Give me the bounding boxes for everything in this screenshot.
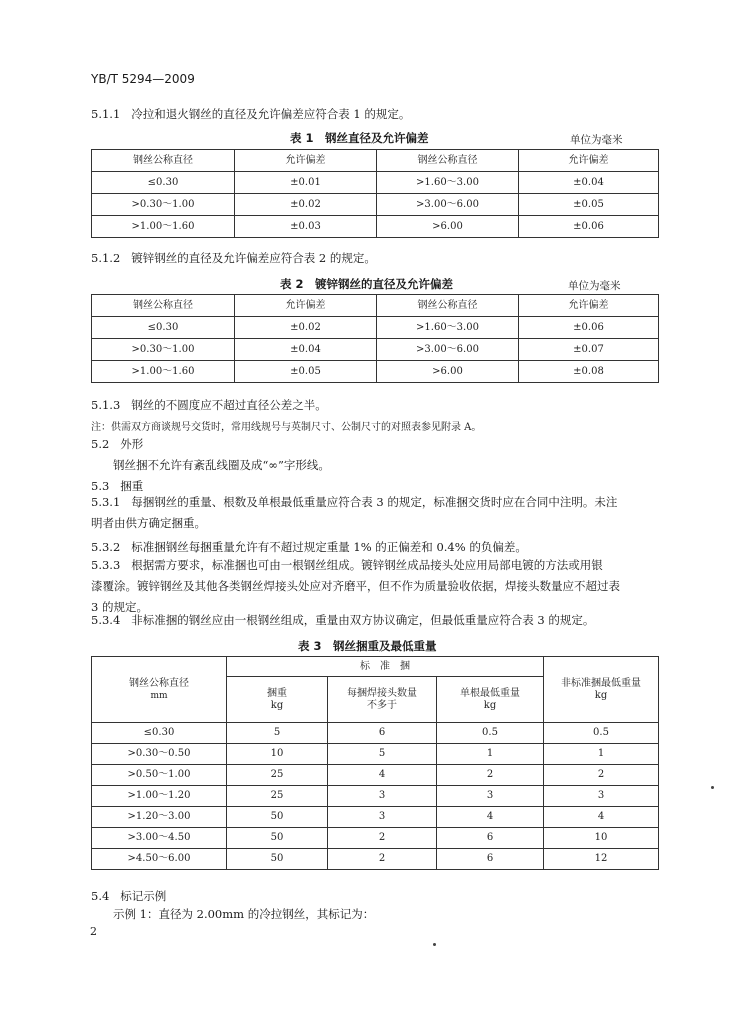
table-cell: 1 bbox=[544, 744, 659, 765]
clause-5-3-4 bbox=[91, 612, 594, 628]
table-cell: 6 bbox=[437, 849, 544, 870]
table-cell: 50 bbox=[227, 849, 328, 870]
scan-speck bbox=[433, 943, 436, 946]
clause-5-3-1 bbox=[91, 492, 661, 534]
table-cell: >0.30～1.00 bbox=[92, 194, 235, 216]
clause-text: 明者由供方确定捆重。 bbox=[91, 516, 206, 530]
page-number: 2 bbox=[90, 925, 97, 938]
table-cell: >3.00～6.00 bbox=[377, 339, 519, 361]
table2-header-tolerance-2: 允许偏差 bbox=[519, 295, 659, 317]
table-header-row bbox=[92, 657, 659, 677]
table-cell: ±0.04 bbox=[519, 172, 659, 194]
table-cell: 4 bbox=[544, 807, 659, 828]
table-cell: 2 bbox=[544, 765, 659, 786]
table-cell: 4 bbox=[437, 807, 544, 828]
clause-number: 5.3.2 bbox=[91, 540, 121, 554]
table-row bbox=[92, 317, 659, 339]
table3-header-standard-bundle: 标 准 捆 bbox=[227, 657, 544, 677]
table-cell: 2 bbox=[328, 849, 437, 870]
table-row bbox=[92, 216, 659, 238]
clause-title: 捆重 bbox=[120, 479, 144, 493]
table2 bbox=[91, 294, 659, 383]
table3-header-diameter: 钢丝公称直径 mm bbox=[92, 657, 227, 723]
table-cell: ±0.05 bbox=[519, 194, 659, 216]
clause-text: 标准捆钢丝每捆重量允许有不超过规定重量 1% 的正偏差和 0.4% 的负偏差。 bbox=[131, 540, 527, 554]
clause-number: 5.3.4 bbox=[91, 613, 121, 627]
table-row bbox=[92, 786, 659, 807]
table-row bbox=[92, 849, 659, 870]
clause-text: 3 的规定。 bbox=[91, 600, 148, 614]
table-cell: ≤0.30 bbox=[92, 723, 227, 744]
table-header-row bbox=[92, 150, 659, 172]
clause-text: 根据需方要求，标准捆也可由一根钢丝组成。镀锌钢丝成品接头处应用局部电镀的方法或用银 bbox=[131, 558, 603, 572]
table-row bbox=[92, 361, 659, 383]
clause-5-1-3 bbox=[91, 397, 327, 413]
table-cell: ±0.02 bbox=[235, 194, 377, 216]
table-cell: 2 bbox=[437, 765, 544, 786]
table-cell: 50 bbox=[227, 807, 328, 828]
table-row bbox=[92, 339, 659, 361]
clause-number: 5.3 bbox=[91, 479, 110, 493]
table1 bbox=[91, 149, 659, 238]
scan-speck bbox=[711, 786, 714, 789]
table-cell: >0.30～0.50 bbox=[92, 744, 227, 765]
table-cell: 25 bbox=[227, 786, 328, 807]
table-cell: 10 bbox=[227, 744, 328, 765]
table1-header-diameter-2: 钢丝公称直径 bbox=[377, 150, 519, 172]
table3-header-weight: 捆重 kg bbox=[227, 677, 328, 723]
clause-text: 镀锌钢丝的直径及允许偏差应符合表 2 的规定。 bbox=[131, 251, 376, 265]
clause-number: 5.1.2 bbox=[91, 251, 121, 265]
table-cell: 12 bbox=[544, 849, 659, 870]
table-cell: >1.00～1.20 bbox=[92, 786, 227, 807]
table-cell: ±0.04 bbox=[235, 339, 377, 361]
table-cell: ±0.01 bbox=[235, 172, 377, 194]
clause-number: 5.3.1 bbox=[91, 495, 121, 509]
table-cell: >0.50～1.00 bbox=[92, 765, 227, 786]
table-cell: ±0.08 bbox=[519, 361, 659, 383]
table-row bbox=[92, 172, 659, 194]
clause-text: 冷拉和退火钢丝的直径及允许偏差应符合表 1 的规定。 bbox=[131, 107, 411, 121]
table-cell: 1 bbox=[437, 744, 544, 765]
table-cell: 10 bbox=[544, 828, 659, 849]
clause-number: 5.2 bbox=[91, 437, 110, 451]
table-cell: 3 bbox=[437, 786, 544, 807]
table1-header-tolerance-1: 允许偏差 bbox=[235, 150, 377, 172]
table-cell: 0.5 bbox=[437, 723, 544, 744]
clause-5-3-3 bbox=[91, 555, 661, 618]
note-5-1-3: 注：供需双方商谈规号交货时，常用线规号与英制尺寸、公制尺寸的对照表参见附录 A。 bbox=[91, 422, 482, 433]
clause-text: 钢丝的不圆度应不超过直径公差之半。 bbox=[131, 398, 327, 412]
table-cell: 25 bbox=[227, 765, 328, 786]
table-cell: ±0.02 bbox=[235, 317, 377, 339]
table-cell: >1.60～3.00 bbox=[377, 172, 519, 194]
table1-header-diameter-1: 钢丝公称直径 bbox=[92, 150, 235, 172]
table-cell: 4 bbox=[328, 765, 437, 786]
clause-text: 非标准捆的钢丝应由一根钢丝组成，重量由双方协议确定，但最低重量应符合表 3 的规定。 bbox=[131, 613, 595, 627]
clause-5-1-2 bbox=[91, 250, 376, 266]
table-row bbox=[92, 807, 659, 828]
clause-5-1-1 bbox=[91, 106, 410, 122]
table-cell: ±0.05 bbox=[235, 361, 377, 383]
table3-header-nonstandard: 非标准捆最低重量 kg bbox=[544, 657, 659, 723]
clause-5-4 bbox=[91, 888, 166, 904]
table3-header-min-weight: 单根最低重量 kg bbox=[437, 677, 544, 723]
table-cell: ±0.03 bbox=[235, 216, 377, 238]
clause-title: 外形 bbox=[120, 437, 144, 451]
table-row bbox=[92, 744, 659, 765]
table-row bbox=[92, 765, 659, 786]
table-cell: ±0.06 bbox=[519, 317, 659, 339]
table-cell: >6.00 bbox=[377, 361, 519, 383]
table-cell: ≤0.30 bbox=[92, 317, 235, 339]
table1-title: 表 1 钢丝直径及允许偏差 bbox=[290, 131, 429, 145]
clause-text: 漆覆涂。镀锌钢丝及其他各类钢丝焊接头处应对齐磨平，但不作为质量验收依据，焊接头数量应不超过表 bbox=[91, 579, 620, 593]
clause-5-3-2 bbox=[91, 539, 527, 555]
standard-code: YB/T 5294—2009 bbox=[91, 72, 195, 86]
table-cell: 3 bbox=[544, 786, 659, 807]
table-cell: >0.30～1.00 bbox=[92, 339, 235, 361]
table3-title: 表 3 钢丝捆重及最低重量 bbox=[298, 639, 437, 653]
clause-number: 5.4 bbox=[91, 889, 110, 903]
table-cell: 5 bbox=[227, 723, 328, 744]
table-cell: 3 bbox=[328, 807, 437, 828]
table-cell: 0.5 bbox=[544, 723, 659, 744]
table1-unit: 单位为毫米 bbox=[570, 134, 623, 146]
table-cell: ±0.07 bbox=[519, 339, 659, 361]
table3 bbox=[91, 656, 659, 870]
clause-number: 5.3.3 bbox=[91, 558, 121, 572]
table-cell: >1.20～3.00 bbox=[92, 807, 227, 828]
table-cell: >3.00～6.00 bbox=[377, 194, 519, 216]
clause-title: 标记示例 bbox=[120, 889, 167, 903]
table3-header-joints: 每捆焊接头数量 不多于 bbox=[328, 677, 437, 723]
table2-title: 表 2 镀锌钢丝的直径及允许偏差 bbox=[280, 277, 454, 291]
table-row bbox=[92, 194, 659, 216]
table-cell: 3 bbox=[328, 786, 437, 807]
clause-5-2-text: 钢丝捆不允许有紊乱线圈及成“∞”字形线。 bbox=[113, 458, 330, 472]
clause-5-2 bbox=[91, 436, 143, 452]
clause-text: 每捆钢丝的重量、根数及单根最低重量应符合表 3 的规定，标准捆交货时应在合同中注明。未注 bbox=[131, 495, 618, 509]
table-cell: ±0.06 bbox=[519, 216, 659, 238]
table-cell: >6.00 bbox=[377, 216, 519, 238]
table-cell: >4.50～6.00 bbox=[92, 849, 227, 870]
table-cell: 5 bbox=[328, 744, 437, 765]
table-cell: >1.60～3.00 bbox=[377, 317, 519, 339]
table-cell: >1.00～1.60 bbox=[92, 361, 235, 383]
clause-number: 5.1.3 bbox=[91, 398, 121, 412]
table-cell: >3.00～4.50 bbox=[92, 828, 227, 849]
clause-number: 5.1.1 bbox=[91, 107, 121, 121]
table-cell: >1.00～1.60 bbox=[92, 216, 235, 238]
table1-header-tolerance-2: 允许偏差 bbox=[519, 150, 659, 172]
table-cell: 2 bbox=[328, 828, 437, 849]
table-cell: ≤0.30 bbox=[92, 172, 235, 194]
table-cell: 50 bbox=[227, 828, 328, 849]
table-cell: 6 bbox=[328, 723, 437, 744]
example-1: 示例 1：直径为 2.00mm 的冷拉钢丝，其标记为： bbox=[113, 907, 375, 921]
table-row bbox=[92, 828, 659, 849]
table-row bbox=[92, 723, 659, 744]
table2-header-tolerance-1: 允许偏差 bbox=[235, 295, 377, 317]
table2-header-diameter-2: 钢丝公称直径 bbox=[377, 295, 519, 317]
table2-header-diameter-1: 钢丝公称直径 bbox=[92, 295, 235, 317]
table-header-row bbox=[92, 295, 659, 317]
table-cell: 6 bbox=[437, 828, 544, 849]
table2-unit: 单位为毫米 bbox=[568, 280, 621, 292]
